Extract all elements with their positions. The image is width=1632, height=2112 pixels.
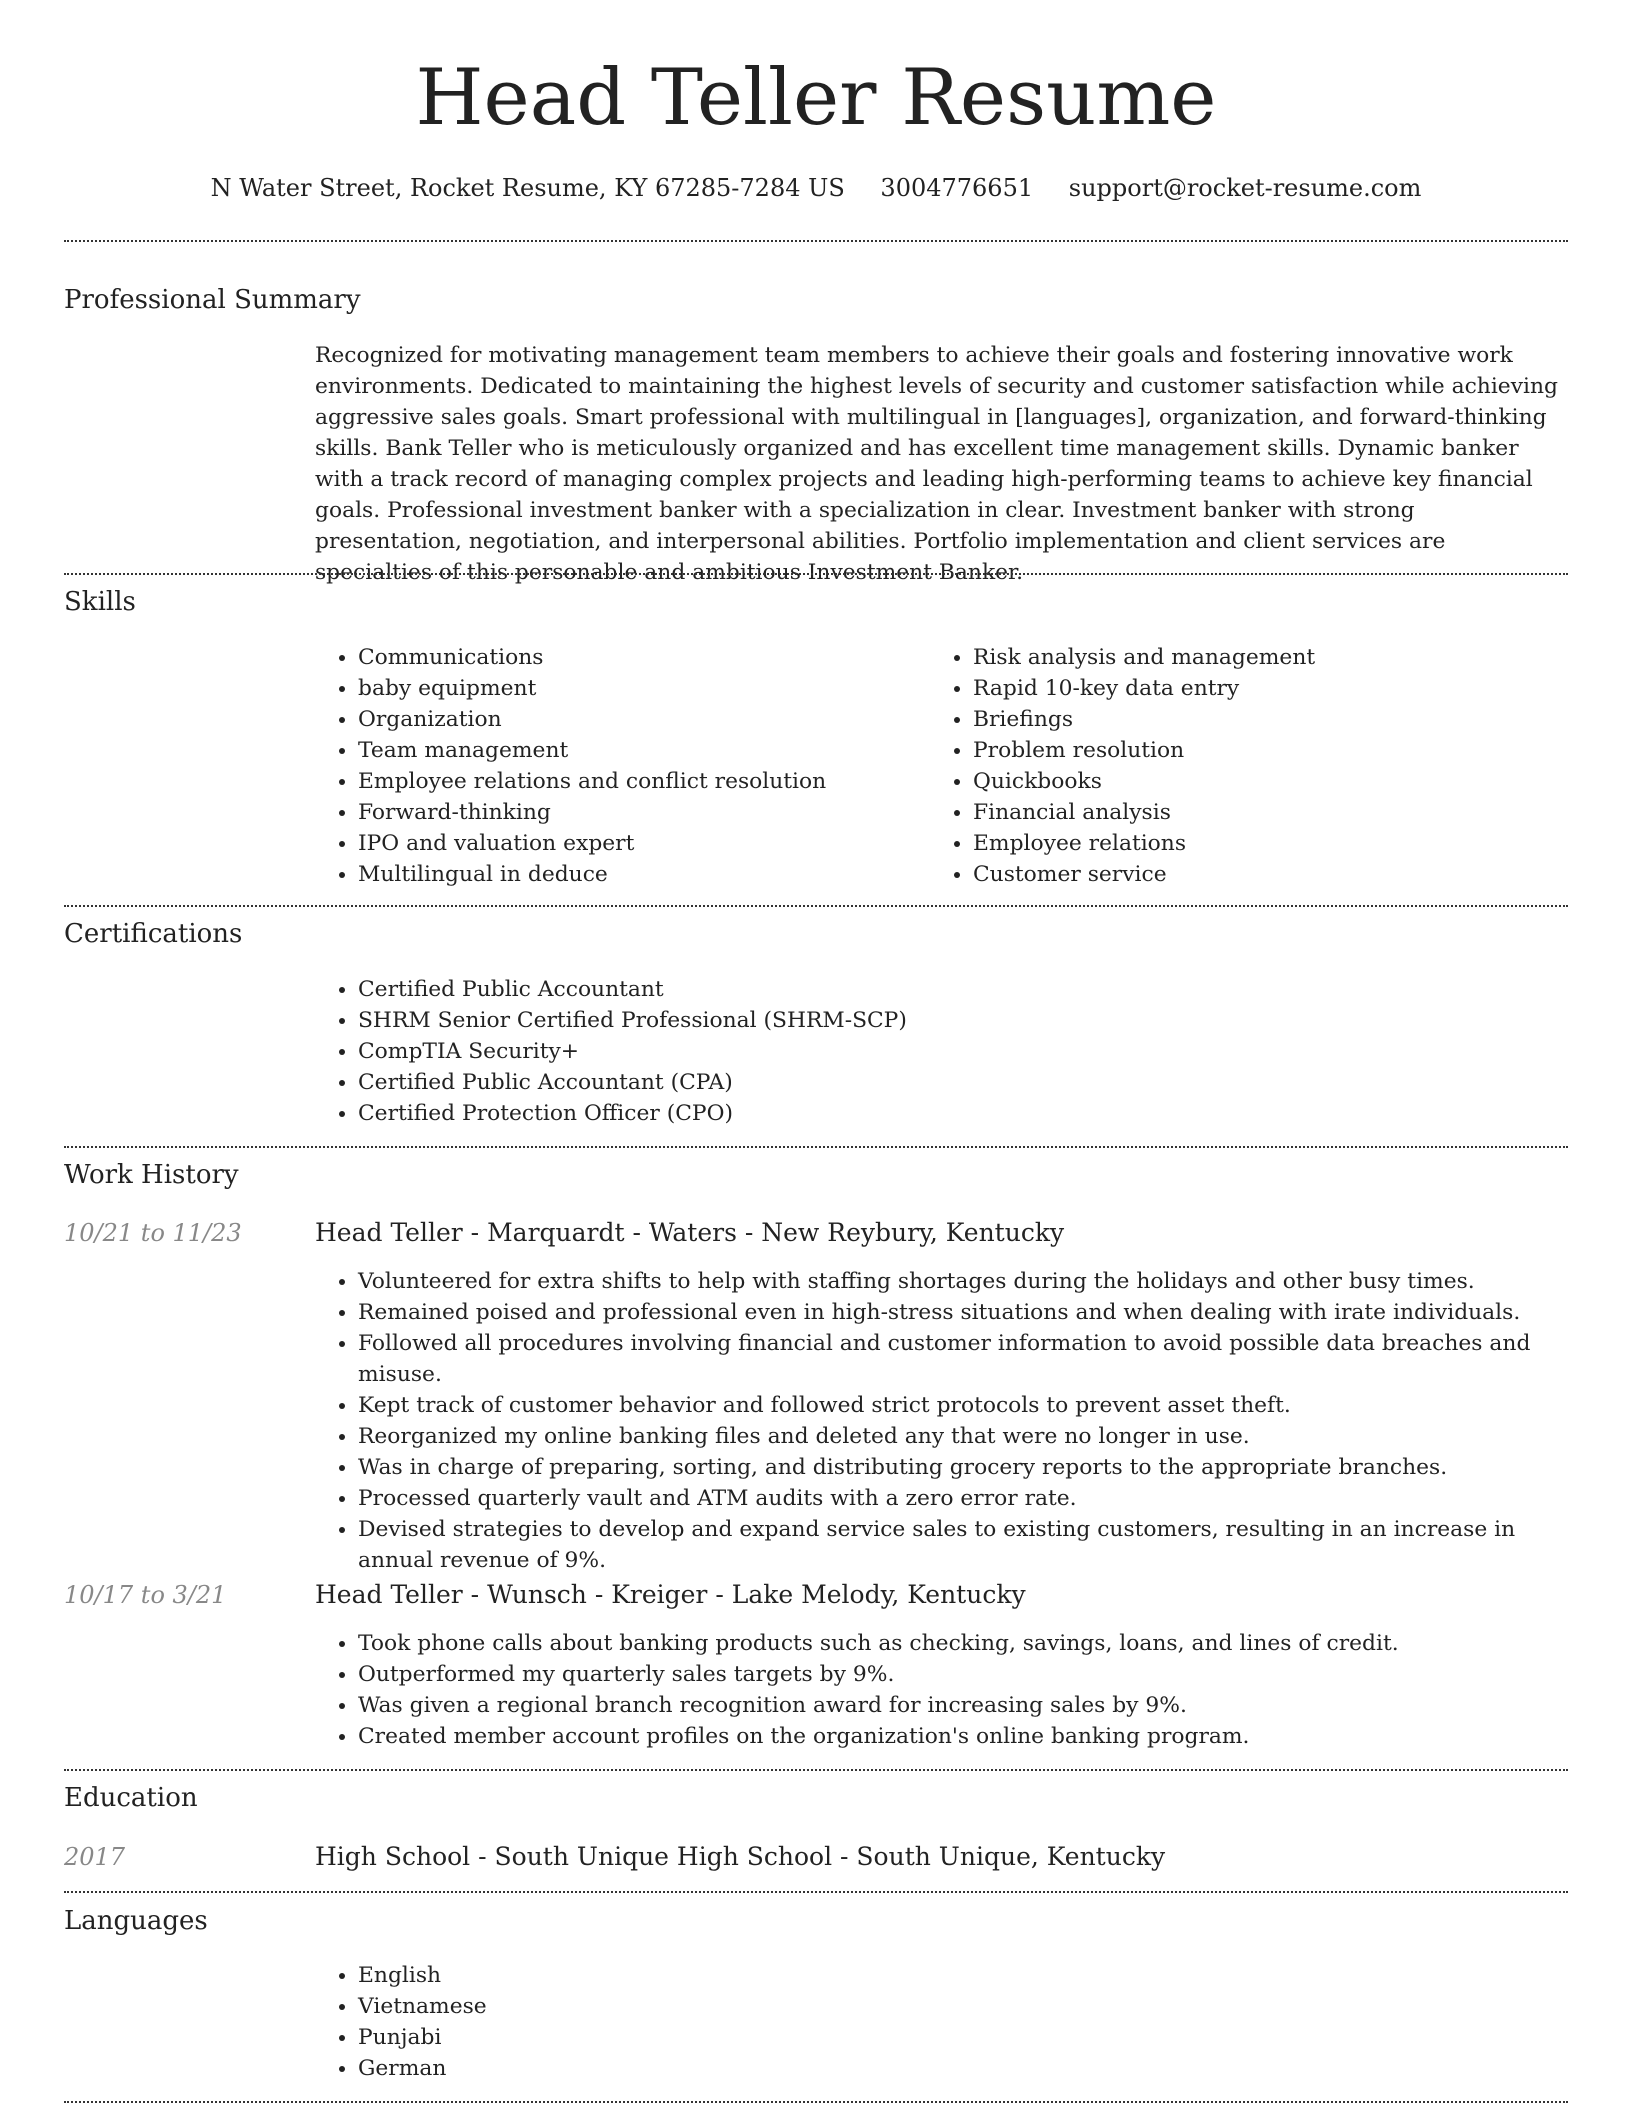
education-separator: - xyxy=(470,1842,495,1871)
summary-text: Recognized for motivating management team members to achieve their goals and fostering innovative work environments. Dedicated to maintaining the highest levels of security and customer satisfaction while achieving aggressive sales goals. Smart professional with multilingual in [languages], organization, and forward-thinking skills. Bank Teller who is meticulously organized and has excellent time management skills. Dynamic banker with a track record of managing complex projects and leading high-performing teams to achieve key financial goals. Professional investment banker with a specialization in clear. Investment banker with strong presentation, negotiation, and interpersonal abilities. Portfolio implementation and client services are specialties of this personable and ambitious Investment Banker. xyxy=(315,343,1558,585)
languages-list xyxy=(314,1960,958,2084)
list-item: • Briefings xyxy=(973,704,1573,735)
list-item: • Communications xyxy=(358,642,918,673)
job-heading xyxy=(315,1216,1064,1250)
list-item: • Kept track of customer behavior and followed strict protocols to prevent asset theft. xyxy=(358,1390,1568,1421)
list-item: • Took phone calls about banking products such as checking, savings, loans, and lines of credit. xyxy=(358,1628,1568,1659)
list-item: • Created member account profiles on the organization's online banking program. xyxy=(358,1721,1568,1752)
job-separator: - xyxy=(462,1580,488,1609)
list-item: • Vietnamese xyxy=(358,1991,958,2022)
job-dates: 10/21 to 11/23 xyxy=(64,1219,242,1247)
education-entry xyxy=(315,1840,1165,1874)
skills-heading: Skills xyxy=(64,587,136,617)
contact-email: support@rocket-resume.com xyxy=(1068,174,1422,202)
section-divider xyxy=(64,905,1568,907)
list-item: • Punjabi xyxy=(358,2022,958,2053)
languages-heading: Languages xyxy=(64,1906,208,1936)
list-item: • Processed quarterly vault and ATM audits with a zero error rate. xyxy=(358,1483,1568,1514)
job-separator: - xyxy=(462,1218,488,1247)
certifications-heading: Certifications xyxy=(64,919,243,949)
job-bullets xyxy=(314,1628,1568,1752)
list-item: • Employee relations xyxy=(973,828,1573,859)
list-item: • Problem resolution xyxy=(973,735,1573,766)
list-item: • baby equipment xyxy=(358,673,918,704)
list-item: • Organization xyxy=(358,704,918,735)
work-heading: Work History xyxy=(64,1160,239,1190)
list-item: • Was given a regional branch recognition award for increasing sales by 9%. xyxy=(358,1690,1568,1721)
resume-title: Head Teller Resume xyxy=(415,53,1217,143)
section-divider xyxy=(64,1891,1568,1893)
section-divider xyxy=(64,573,1568,575)
list-item: • Certified Protection Officer (CPO) xyxy=(358,1098,1558,1129)
list-item: • Financial analysis xyxy=(973,797,1573,828)
skills-list-right xyxy=(929,642,1573,890)
list-item: • Employee relations and conflict resolution xyxy=(358,766,918,797)
list-item: • Team management xyxy=(358,735,918,766)
education-year: 2017 xyxy=(64,1843,126,1871)
list-item: • Customer service xyxy=(973,859,1573,890)
list-item: • Followed all procedures involving financial and customer information to avoid possible data breaches and misuse. xyxy=(358,1328,1568,1390)
contact-address: N Water Street, Rocket Resume, KY 67285-7284 US xyxy=(210,174,845,202)
list-item: • German xyxy=(358,2053,958,2084)
list-item: • Forward-thinking xyxy=(358,797,918,828)
list-item: • Certified Public Accountant xyxy=(358,974,1558,1005)
list-item: • Certified Public Accountant (CPA) xyxy=(358,1067,1558,1098)
list-item: • Reorganized my online banking files and deleted any that were no longer in use. xyxy=(358,1421,1568,1452)
list-item: • IPO and valuation expert xyxy=(358,828,918,859)
list-item: • Multilingual in deduce xyxy=(358,859,918,890)
list-item: • Risk analysis and management xyxy=(973,642,1573,673)
section-divider xyxy=(64,2101,1568,2103)
section-divider xyxy=(64,1146,1568,1148)
list-item: • Quickbooks xyxy=(973,766,1573,797)
job-details: Marquardt - Waters - New Reybury, Kentucky xyxy=(487,1218,1065,1247)
list-item: • Volunteered for extra shifts to help with staffing shortages during the holidays and other busy times. xyxy=(358,1266,1568,1297)
education-degree: High School xyxy=(315,1842,471,1871)
job-details: Wunsch - Kreiger - Lake Melody, Kentucky xyxy=(487,1580,1026,1609)
job-title: Head Teller xyxy=(315,1580,463,1609)
certifications-list xyxy=(314,974,1558,1129)
list-item: • Was in charge of preparing, sorting, and distributing grocery reports to the appropriate branches. xyxy=(358,1452,1568,1483)
section-divider xyxy=(64,1769,1568,1771)
contact-line xyxy=(0,168,1632,208)
summary-heading: Professional Summary xyxy=(64,285,361,315)
list-item: • Devised strategies to develop and expand service sales to existing customers, resulting in an increase in annual revenue of 9%. xyxy=(358,1514,1568,1576)
section-divider xyxy=(64,240,1568,242)
contact-phone: 3004776651 xyxy=(880,174,1034,202)
job-bullets xyxy=(314,1266,1568,1576)
education-school: South Unique High School - South Unique, Kentucky xyxy=(494,1842,1166,1871)
job-title: Head Teller xyxy=(315,1218,463,1247)
list-item: • Rapid 10-key data entry xyxy=(973,673,1573,704)
skills-list-left xyxy=(314,642,918,890)
list-item: • SHRM Senior Certified Professional (SHRM-SCP) xyxy=(358,1005,1558,1036)
education-heading: Education xyxy=(64,1783,198,1813)
job-dates: 10/17 to 3/21 xyxy=(64,1581,227,1609)
list-item: • CompTIA Security+ xyxy=(358,1036,1558,1067)
list-item: • Remained poised and professional even in high-stress situations and when dealing with irate individuals. xyxy=(358,1297,1568,1328)
list-item: • English xyxy=(358,1960,958,1991)
list-item: • Outperformed my quarterly sales targets by 9%. xyxy=(358,1659,1568,1690)
job-heading xyxy=(315,1578,1026,1612)
